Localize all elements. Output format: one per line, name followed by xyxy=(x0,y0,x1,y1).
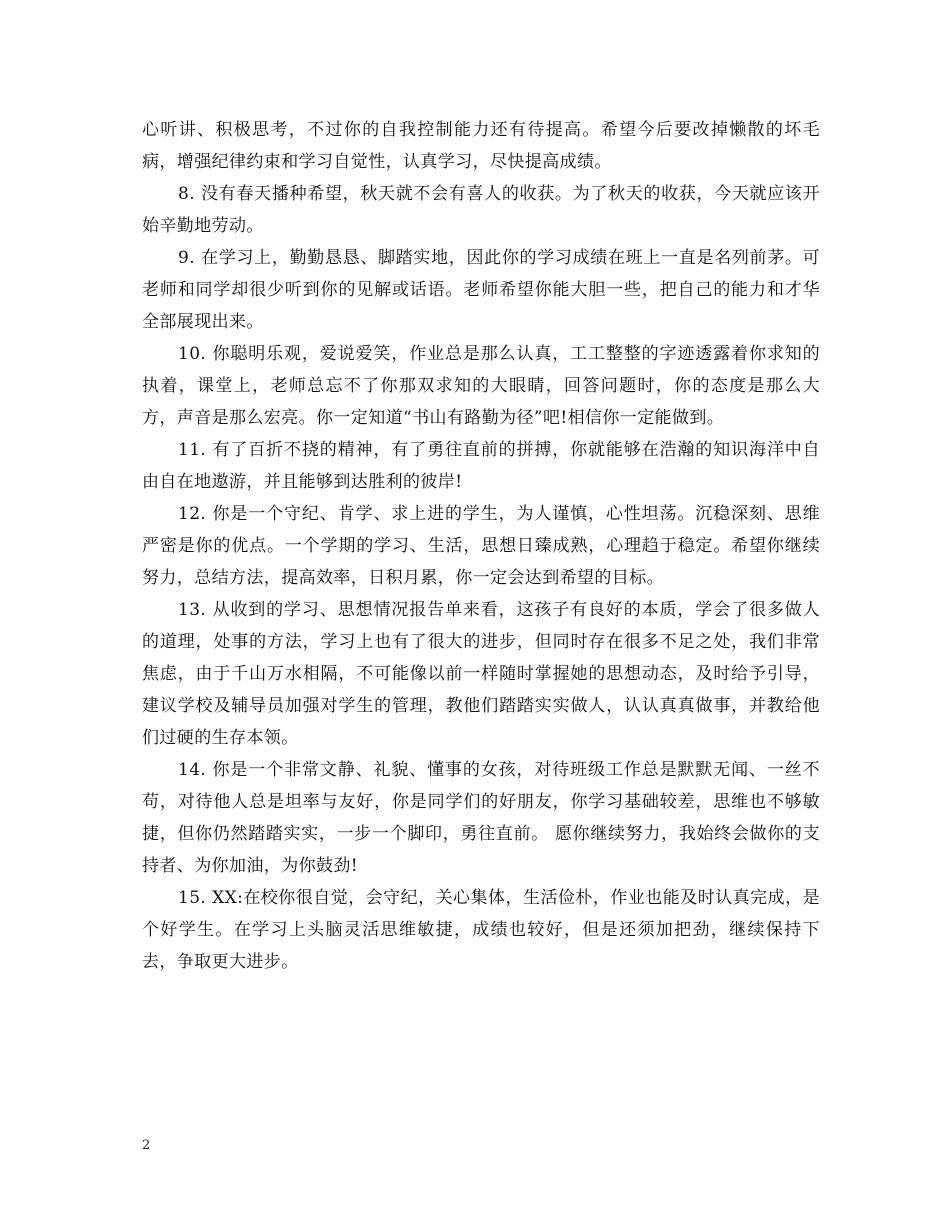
paragraph-item-10: 10. 你聪明乐观，爱说爱笑，作业总是那么认真，工工整整的字迹透露着你求知的执着，课堂上，老师总忘不了你那双求知的大眼睛，回答问题时，你的态度是那么大方，声音是那么宏亮。你一定知道“书山有路勤为径”吧!相信你一定能做到。 xyxy=(142,344,820,428)
paragraph-item-9: 9. 在学习上，勤勤恳恳、脚踏实地，因此你的学习成绩在班上一直是名列前茅。可老师和同学却很少听到你的见解或话语。老师希望你能大胆一些，把自己的能力和才华全部展现出来。 xyxy=(142,248,820,332)
paragraph-item-13: 13. 从收到的学习、思想情况报告单来看，这孩子有良好的本质，学会了很多做人的道理，处事的方法，学习上也有了很大的进步，但同时存在很多不足之处，我们非常焦虑，由于千山万水相隔，不可能像以前一样随时掌握她的思想动态，及时给予引导，建议学校及辅导员加强对学生的管理，教他们踏踏实实做人，认认真真做事，并教给他们过硬的生存本领。 xyxy=(142,600,820,748)
paragraph-item-11: 11. 有了百折不挠的精神，有了勇往直前的拼搏，你就能够在浩瀚的知识海洋中自由自在地遨游，并且能够到达胜利的彼岸! xyxy=(142,440,820,492)
paragraph-item-15: 15. XX:在校你很自觉，会守纪，关心集体，生活俭朴，作业也能及时认真完成，是个好学生。在学习上头脑灵活思维敏捷，成绩也较好，但是还须加把劲，继续保持下去，争取更大进步。 xyxy=(142,888,820,972)
paragraph-item-14: 14. 你是一个非常文静、礼貌、懂事的女孩，对待班级工作总是默默无闻、一丝不苟，对待他人总是坦率与友好，你是同学们的好朋友，你学习基础较差，思维也不够敏捷，但你仍然踏踏实实，一步一个脚印，勇往直前。 愿你继续努力，我始终会做你的支持者、为你加油，为你鼓劲! xyxy=(142,760,820,876)
document-body xyxy=(142,114,820,978)
page-number: 2 xyxy=(142,1138,151,1153)
paragraph-item-12: 12. 你是一个守纪、肯学、求上进的学生，为人谨慎，心性坦荡。沉稳深刻、思维严密是你的优点。一个学期的学习、生活，思想日臻成熟，心理趋于稳定。希望你继续努力，总结方法，提高效率，日积月累，你一定会达到希望的目标。 xyxy=(142,504,820,588)
paragraph-continuation: 心听讲、积极思考，不过你的自我控制能力还有待提高。希望今后要改掉懒散的坏毛病，增强纪律约束和学习自觉性，认真学习，尽快提高成绩。 xyxy=(142,120,820,172)
paragraph-item-8: 8. 没有春天播种希望，秋天就不会有喜人的收获。为了秋天的收获，今天就应该开始辛勤地劳动。 xyxy=(142,184,820,236)
